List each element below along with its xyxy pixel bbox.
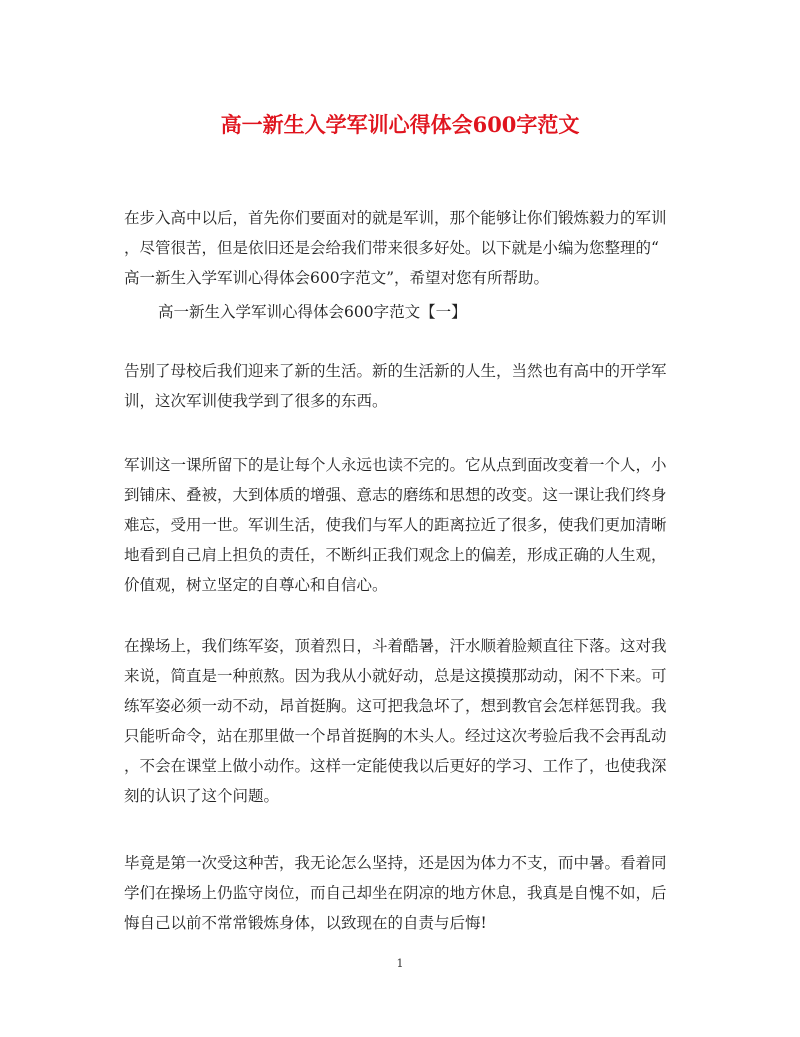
paragraph-line: 价值观，树立坚定的自尊心和自信心。: [124, 576, 388, 594]
paragraph-line: 地看到自己肩上担负的责任，不断纠正我们观念上的偏差，形成正确的人生观，: [124, 546, 667, 564]
paragraph-line: 在操场上，我们练军姿，顶着烈日，斗着酷暑，汗水顺着脸颊直往下落。这对我: [124, 637, 667, 655]
paragraph-line: 难忘，受用一世。军训生活，使我们与军人的距离拉近了很多，使我们更加清晰: [124, 516, 667, 534]
paragraph-line: 来说，简直是一种煎熬。因为我从小就好动，总是这摸摸那动动，闲不下来。可: [124, 667, 667, 685]
intro-line-2: ，尽管很苦，但是依旧还是会给我们带来很多好处。以下就是小编为您整理的“: [124, 239, 659, 257]
paragraph-line: 训，这次军训使我学到了很多的东西。: [124, 392, 388, 410]
intro-paragraph: [124, 203, 680, 293]
paragraph-line: 只能听命令，站在那里做一个昂首挺胸的木头人。经过这次考验后我不会再乱动: [124, 727, 667, 745]
paragraph-line: 到铺床、叠被，大到体质的增强、意志的磨练和思想的改变。这一课让我们终身: [124, 486, 667, 504]
document-title: 高一新生入学军训心得体会600字范文: [220, 112, 580, 137]
body-paragraph-3: [124, 631, 680, 811]
paragraph-line: ，不会在课堂上做小动作。这样一定能使我以后更好的学习、工作了，也使我深: [124, 757, 667, 775]
paragraph-line: 悔自己以前不常常锻炼身体，以致现在的自责与后悔!: [124, 914, 487, 932]
body-paragraph-4: [124, 848, 680, 938]
paragraph-line: 告别了母校后我们迎来了新的生活。新的生活新的人生，当然也有高中的开学军: [124, 362, 667, 380]
body-paragraph-2: [124, 450, 680, 600]
paragraph-line: 毕竟是第一次受这种苦，我无论怎么坚持，还是因为体力不支，而中暑。看着同: [124, 854, 667, 872]
page-number: 1: [396, 957, 404, 970]
paragraph-line: 刻的认识了这个问题。: [124, 787, 280, 805]
section-heading: 高一新生入学军训心得体会600字范文【一】: [158, 303, 467, 321]
paragraph-line: 练军姿必须一动不动，昂首挺胸。这可把我急坏了，想到教官会怎样惩罚我。我: [124, 697, 667, 715]
body-paragraph-1: [124, 356, 680, 416]
intro-line-1: 在步入高中以后，首先你们要面对的就是军训，那个能够让你们锻炼毅力的军训: [124, 209, 667, 227]
intro-line-3: 高一新生入学军训心得体会600字范文”，希望对您有所帮助。: [124, 269, 550, 287]
paragraph-line: 军训这一课所留下的是让每个人永远也读不完的。它从点到面改变着一个人，小: [124, 456, 667, 474]
paragraph-line: 学们在操场上仍监守岗位，而自己却坐在阴凉的地方休息，我真是自愧不如，后: [124, 884, 667, 902]
